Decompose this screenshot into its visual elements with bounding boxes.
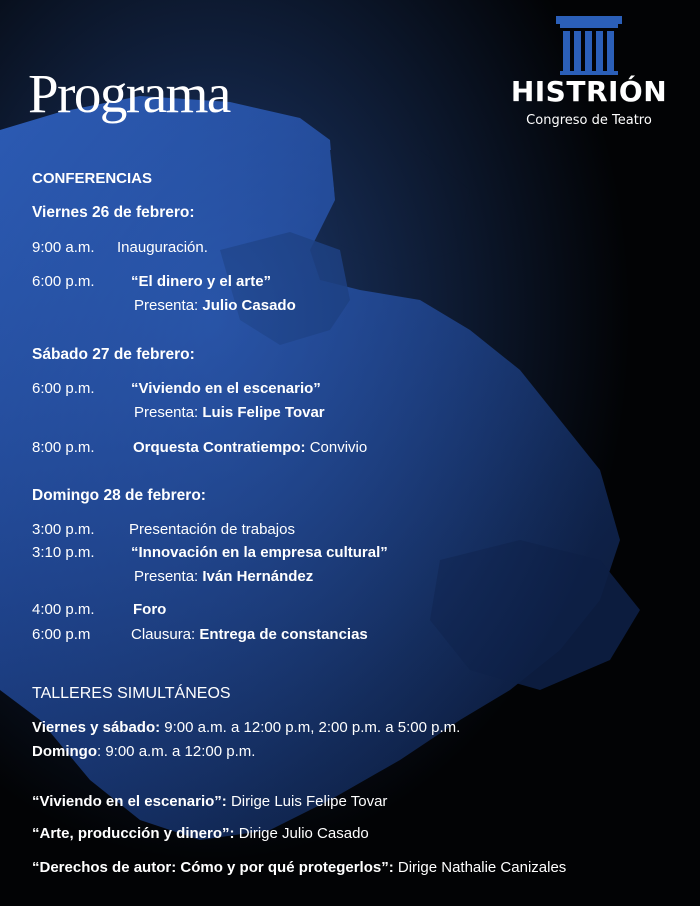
presenter-label: Presenta: (134, 404, 199, 421)
event-presenter (134, 298, 296, 313)
workshop-item (32, 826, 369, 841)
workshop-title: “Derechos de autor: Cómo y por qué protegerlos”: (32, 859, 394, 876)
workshop-item (32, 860, 566, 875)
event-time: 9:00 a.m. (32, 239, 95, 256)
schedule-label: Domingo (32, 743, 97, 760)
event-text: Inauguración. (117, 239, 208, 256)
event-time: 3:00 p.m. (32, 521, 95, 538)
schedule-label: Viernes y sábado: (32, 719, 161, 736)
presenter-name: Julio Casado (202, 297, 296, 314)
event-time: 6:00 p.m. (32, 273, 95, 290)
event-text (131, 627, 368, 642)
event-text: Presentación de trabajos (129, 521, 295, 538)
workshop-director: Dirige Luis Felipe Tovar (230, 793, 388, 810)
event-time: 8:00 p.m. (32, 439, 95, 456)
page-title: Programa (28, 63, 230, 124)
event-rest: Convivio (309, 439, 368, 456)
presenter-label: Presenta: (134, 297, 199, 314)
day-heading-viernes: Viernes 26 de febrero: (32, 204, 195, 221)
event-time: 6:00 p.m (32, 626, 91, 643)
event-label: Clausura: (131, 626, 196, 643)
day-heading-domingo: Domingo 28 de febrero: (32, 487, 206, 504)
column-icon (498, 14, 680, 76)
histrion-logo (498, 14, 680, 134)
schedule-line (32, 744, 255, 759)
workshop-director: Dirige Julio Casado (238, 825, 369, 842)
schedule-value: : 9:00 a.m. a 12:00 p.m. (97, 743, 256, 760)
logo-name: HISTRIÓN (510, 75, 668, 108)
workshop-title: “Viviendo en el escenario”: (32, 793, 227, 810)
event-time: 4:00 p.m. (32, 601, 95, 618)
event-presenter (134, 405, 325, 420)
schedule-line (32, 720, 460, 735)
presenter-label: Presenta: (134, 568, 199, 585)
event-time: 6:00 p.m. (32, 380, 95, 397)
event-time: 3:10 p.m. (32, 544, 95, 561)
event-bold: Entrega de constancias (199, 626, 368, 643)
day-heading-sabado: Sábado 27 de febrero: (32, 346, 195, 363)
event-bold: Orquesta Contratiempo: (133, 439, 306, 456)
event-presenter (134, 569, 313, 584)
event-title: “Viviendo en el escenario” (131, 380, 321, 397)
event-title: “Innovación en la empresa cultural” (131, 544, 388, 561)
event-text (133, 440, 367, 455)
schedule-value: 9:00 a.m. a 12:00 p.m, 2:00 p.m. a 5:00 p.m. (164, 719, 461, 736)
presenter-name: Iván Hernández (202, 568, 314, 585)
section-heading-talleres: TALLERES SIMULTÁNEOS (32, 685, 231, 702)
event-title: “El dinero y el arte” (131, 273, 272, 290)
presenter-name: Luis Felipe Tovar (202, 404, 325, 421)
section-heading-conferencias: CONFERENCIAS (32, 170, 153, 187)
workshop-item (32, 794, 387, 809)
event-title: Foro (133, 601, 167, 618)
workshop-director: Dirige Nathalie Canizales (397, 859, 567, 876)
workshop-title: “Arte, producción y dinero”: (32, 825, 235, 842)
logo-subtitle: Congreso de Teatro (526, 113, 652, 128)
